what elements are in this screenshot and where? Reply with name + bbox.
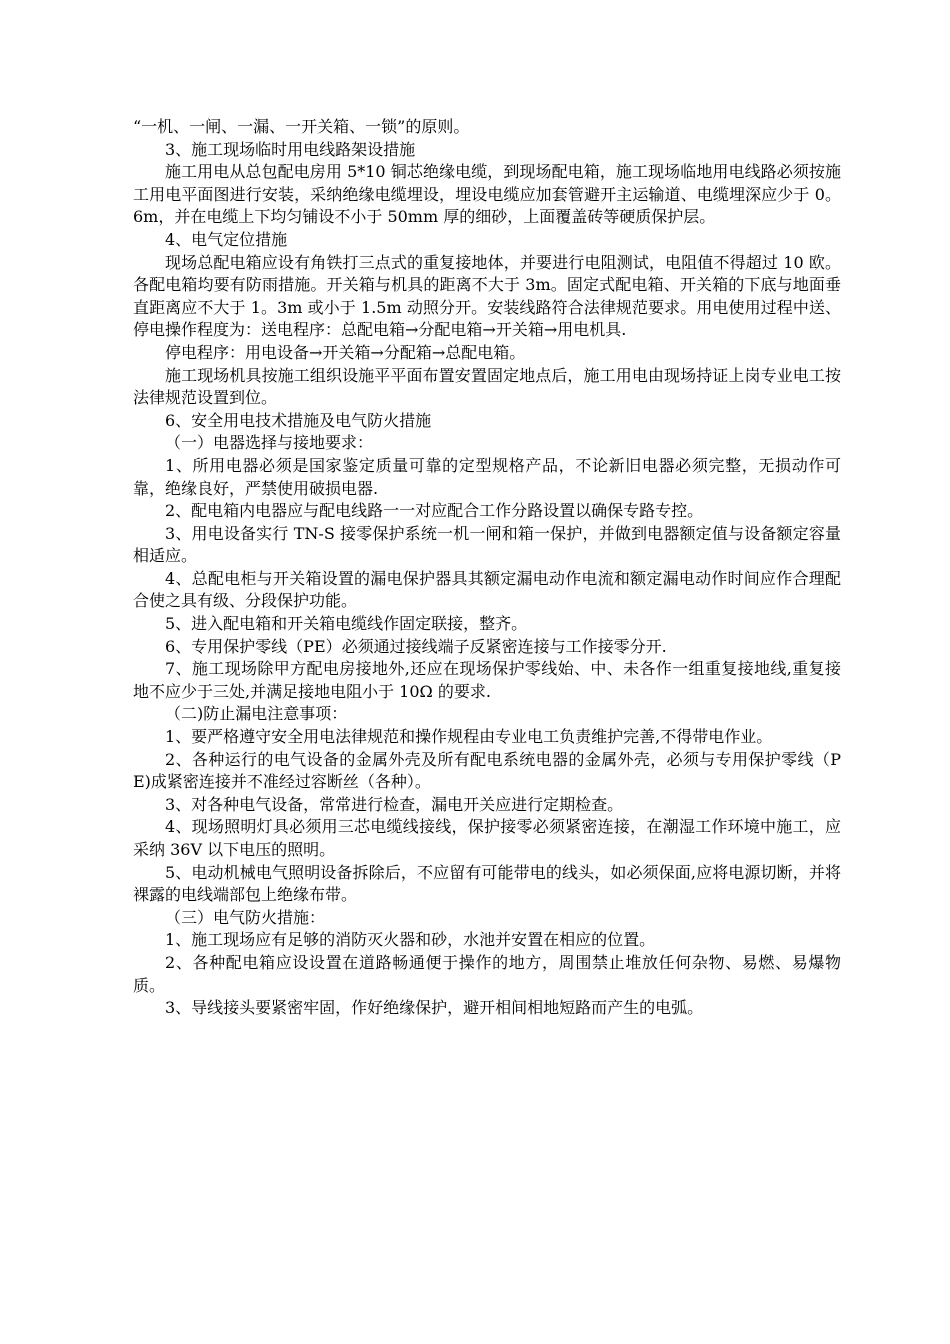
document-page: [133, 116, 841, 1020]
paragraph-cable-laying: 施工用电从总包配电房用 5*10 铜芯绝缘电缆，到现场配电箱，施工现场临地用电线路必须按施工用电平面图进行安装，采纳绝缘电缆埋设，埋设电缆应加套管避开主运输道、电缆埋深应少于 0。6m，并在电缆上下均匀铺设不小于 50mm 厚的细砂，上面覆盖砖等硬质保护层。: [133, 162, 841, 227]
section-heading-3: 3、施工现场临时用电线路架设措施: [165, 139, 416, 159]
list-item: 2、各种配电箱应设设置在道路畅通便于操作的地方，周围禁止堆放任何杂物、易燃、易爆物质。: [133, 952, 841, 995]
paragraph-distribution-box: 现场总配电箱应设有角铁打三点式的重复接地体，并要进行电阻测试，电阻值不得超过 10 欧。各配电箱均要有防雨措施。开关箱与机具的距离不大于 3m。固定式配电箱、开关箱的下底与地面垂直距离应不大于 1。3m 或小于 1.5m 动照分开。安装线路符合法律规范要求。用电使用过程中送、停电操作程度为：送电程序：总配电箱→分配电箱→开关箱→用电机具.: [133, 252, 841, 340]
section-heading-4: 4、电气定位措施: [165, 229, 288, 249]
list-item: 2、各种运行的电气设备的金属外壳及所有配电系统电器的金属外壳，必须与专用保护零线（PE)成紧密连接并不准经过容断丝（各种）。: [133, 749, 841, 792]
list-item: 2、配电箱内电器应与配电线路一一对应配合工作分路设置以确保专路专控。: [165, 501, 704, 521]
list-item: 1、要严格遵守安全用电法律规范和操作规程由专业电工负责维护完善,不得带电作业。: [165, 727, 773, 747]
list-item: 7、施工现场除甲方配电房接地外,还应在现场保护零线始、中、未各作一组重复接地线,重复接地不应少于三处,并满足接地电阻小于 10Ω 的要求.: [133, 659, 841, 701]
paragraph-equipment-placement: 施工现场机具按施工组织设施平平面布置安置固定地点后，施工用电由现场持证上岗专业电工按法律规范设置到位。: [133, 365, 841, 408]
section-heading-6: 6、安全用电技术措施及电气防火措施: [165, 410, 432, 430]
list-item: 4、现场照明灯具必须用三芯电缆线接线，保护接零必须紧密连接，在潮湿工作环境中施工，应采纳 36V 以下电压的照明。: [133, 817, 841, 859]
subsection-heading-2: （二)防止漏电注意事项：: [165, 704, 348, 724]
list-item: 6、专用保护零线（PE）必须通过接线端子反紧密连接与工作接零分开.: [165, 636, 667, 656]
list-item: 3、导线接头要紧密牢固，作好绝缘保护，避开相间相地短路而产生的电弧。: [165, 998, 704, 1018]
list-item: 1、所用电器必须是国家鉴定质量可靠的定型规格产品，不论新旧电器必须完整，无损动作可靠，绝缘良好，严禁使用破损电器.: [133, 455, 841, 498]
subsection-heading-1: （一）电器选择与接地要求：: [165, 433, 374, 453]
paragraph-principle-continuation: “一机、一闸、一漏、一开关箱、一锁”的原则。: [133, 117, 470, 136]
list-item: 4、总配电柜与开关箱设置的漏电保护器具其额定漏电动作电流和额定漏电动作时间应作合理配合使之具有级、分段保护功能。: [133, 568, 841, 611]
list-item: 3、对各种电气设备，常常进行检查，漏电开关应进行定期检查。: [165, 794, 624, 814]
list-item: 1、施工现场应有足够的消防灭火器和砂，水池并安置在相应的位置。: [165, 930, 656, 950]
list-item: 5、电动机械电气照明设备拆除后，不应留有可能带电的线头，如必须保面,应将电源切断，并将裸露的电线端部包上绝缘布带。: [133, 862, 841, 905]
paragraph-power-off-sequence: 停电程序：用电设备→开关箱→分配箱→总配电箱。: [165, 342, 526, 362]
list-item: 5、进入配电箱和开关箱电缆线作固定联接，整齐。: [165, 614, 528, 634]
list-item: 3、用电设备实行 TN-S 接零保护系统一机一闸和箱一保护，并做到电器额定值与设备额定容量相适应。: [133, 523, 841, 566]
subsection-heading-3: （三）电气防火措施：: [165, 907, 326, 927]
